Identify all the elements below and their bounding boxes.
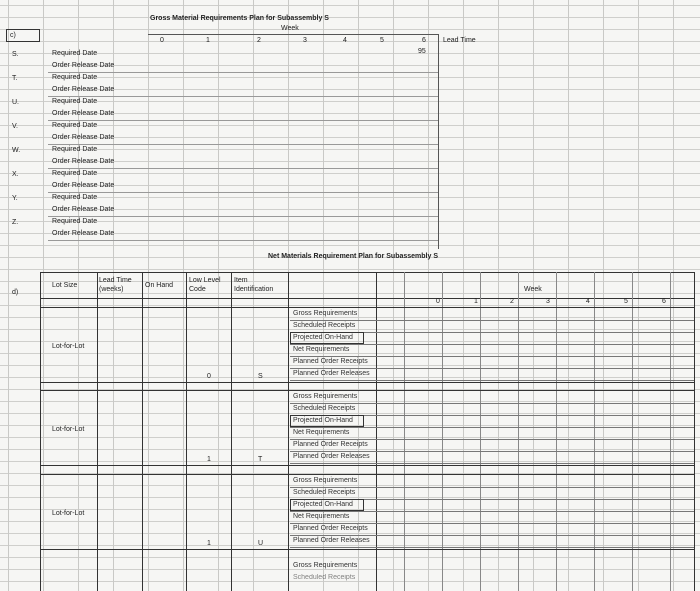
projected-on-hand-box[interactable] <box>290 332 364 344</box>
header-lot-size: Lot Size <box>52 282 78 289</box>
net-row-line <box>290 320 694 321</box>
net-row-line <box>290 439 694 440</box>
gross-order-release-date: Order Release Date <box>52 182 115 189</box>
part-c-cell[interactable] <box>6 29 40 42</box>
net-row-label: Projected On-Hand <box>293 334 353 341</box>
gross-order-release-date: Order Release Date <box>52 86 115 93</box>
gross-row-divider <box>48 240 438 241</box>
gross-divider <box>438 34 439 249</box>
net-block-low-level: 1 <box>207 540 211 547</box>
header-lead-time-weeks: (weeks) <box>99 286 124 293</box>
net-block-item: T <box>258 456 263 463</box>
net-column-line <box>40 272 41 591</box>
net-block-item: S <box>258 373 263 380</box>
net-row-line <box>290 368 694 369</box>
header-on-hand: On Hand <box>145 282 174 289</box>
gross-required-date: Required Date <box>52 146 98 153</box>
net-row-label: Scheduled Receipts <box>293 405 356 412</box>
net-row-label: Net Requirements <box>293 513 350 520</box>
gross-order-release-date: Order Release Date <box>52 230 115 237</box>
gross-row-divider <box>48 216 438 217</box>
gross-week-1: 1 <box>206 37 210 44</box>
net-week-2: 2 <box>510 298 514 305</box>
gross-required-date: Required Date <box>52 170 98 177</box>
net-row-label: Gross Requirements <box>293 477 358 484</box>
gross-order-release-date: Order Release Date <box>52 206 115 213</box>
projected-on-hand-box[interactable] <box>290 415 364 427</box>
net-row-line <box>290 356 694 357</box>
net-row-line <box>290 523 694 524</box>
gross-order-release-date: Order Release Date <box>52 158 115 165</box>
net-week-5: 5 <box>624 298 628 305</box>
gross-week-3: 3 <box>303 37 307 44</box>
gross-week-2: 2 <box>257 37 261 44</box>
net-row-label: Scheduled Receipts <box>293 489 356 496</box>
gross-required-date: Required Date <box>52 74 98 81</box>
net-block-top <box>40 307 694 308</box>
net-row-label: Projected On-Hand <box>293 417 353 424</box>
net-row-line <box>290 380 694 381</box>
partial-scheduled-receipts: Scheduled Receipts <box>293 574 356 581</box>
net-column-line <box>288 272 289 591</box>
net-row-label: Planned Order Receipts <box>293 358 368 365</box>
net-column-line <box>97 272 98 591</box>
gross-row-letter: X. <box>12 171 19 178</box>
net-block-top <box>40 474 694 475</box>
gross-row-letter: Y. <box>12 195 18 202</box>
net-row-label: Planned Order Receipts <box>293 441 368 448</box>
net-row-label: Gross Requirements <box>293 310 358 317</box>
net-block-lot-size: Lot-for-Lot <box>52 343 85 350</box>
gross-required-date: Required Date <box>52 98 98 105</box>
net-week-6: 6 <box>662 298 666 305</box>
part-d-label: d) <box>12 289 19 296</box>
gross-row-letter: Z. <box>12 219 19 226</box>
gross-row-letter: T. <box>12 75 18 82</box>
net-row-label: Planned Order Releases <box>293 453 370 460</box>
net-column-line <box>142 272 143 591</box>
net-row-label: Planned Order Receipts <box>293 525 368 532</box>
net-column-line <box>231 272 232 591</box>
net-block-low-level: 1 <box>207 456 211 463</box>
gross-row-divider <box>48 96 438 97</box>
net-row-label: Projected On-Hand <box>293 501 353 508</box>
net-row-line <box>290 427 694 428</box>
net-block-lot-size: Lot-for-Lot <box>52 510 85 517</box>
net-week-3: 3 <box>546 298 550 305</box>
gross-order-release-date: Order Release Date <box>52 62 115 69</box>
net-week-0: 0 <box>436 298 440 305</box>
net-column-line <box>186 272 187 591</box>
gross-row-letter: V. <box>12 123 18 130</box>
header-low-level: Low Level <box>189 277 221 284</box>
net-block-low-level: 0 <box>207 373 211 380</box>
gross-row-letter: S. <box>12 51 19 58</box>
gross-row-divider <box>48 168 438 169</box>
header-lead-time: Lead Time <box>99 277 132 284</box>
gross-week-5: 5 <box>380 37 384 44</box>
net-plan-title: Net Materials Requirement Plan for Subassembly S <box>268 253 438 260</box>
header-item: Item <box>234 277 248 284</box>
net-header-top <box>40 272 694 273</box>
gross-week-6: 6 <box>422 37 426 44</box>
net-row-line <box>290 451 694 452</box>
gross-lead-time: Lead Time <box>443 37 476 44</box>
gross-order-release-date: Order Release Date <box>52 134 115 141</box>
net-row-label: Gross Requirements <box>293 393 358 400</box>
part-c-label: c) <box>10 32 16 39</box>
net-block-lot-size: Lot-for-Lot <box>52 426 85 433</box>
gross-required-date: Required Date <box>52 218 98 225</box>
net-week-4: 4 <box>586 298 590 305</box>
net-row-line <box>290 403 694 404</box>
net-header-bottom <box>40 298 694 299</box>
gross-row-divider <box>48 192 438 193</box>
gross-plan-title: Gross Material Requirements Plan for Subassembly S <box>150 15 329 22</box>
net-row-label: Net Requirements <box>293 346 350 353</box>
projected-on-hand-box[interactable] <box>290 499 364 511</box>
net-row-line <box>290 535 694 536</box>
net-week-1: 1 <box>474 298 478 305</box>
net-row-line <box>290 511 694 512</box>
net-row-label: Planned Order Releases <box>293 370 370 377</box>
header-item-identification: Identification <box>234 286 274 293</box>
gross-week-4: 4 <box>343 37 347 44</box>
gross-row-divider <box>48 144 438 145</box>
net-row-line <box>290 463 694 464</box>
net-block-top <box>40 390 694 391</box>
net-block-bottom <box>40 549 694 550</box>
gross-week-0: 0 <box>160 37 164 44</box>
net-row-label: Net Requirements <box>293 429 350 436</box>
net-block-bottom <box>40 382 694 383</box>
gross-row-letter: W. <box>12 147 21 154</box>
net-column-line <box>694 272 695 591</box>
gross-week-label: Week <box>281 25 299 32</box>
gross-required-date: Required Date <box>52 194 98 201</box>
header-week: Week <box>524 286 542 293</box>
net-row-line <box>290 344 694 345</box>
gross-required-date: Required Date <box>52 50 98 57</box>
net-block-item: U <box>258 540 264 547</box>
gross-row-divider <box>48 120 438 121</box>
gross-required-date: Required Date <box>52 122 98 129</box>
partial-gross-requirements: Gross Requirements <box>293 562 358 569</box>
gross-order-release-date: Order Release Date <box>52 110 115 117</box>
net-row-line <box>290 547 694 548</box>
gross-week-underline <box>148 34 438 35</box>
gross-row-divider <box>48 72 438 73</box>
net-block-bottom <box>40 465 694 466</box>
gross-row-letter: U. <box>12 99 19 106</box>
gross-week6-value: 95 <box>418 48 426 55</box>
net-row-line <box>290 487 694 488</box>
header-low-level-code: Code <box>189 286 206 293</box>
net-row-label: Planned Order Releases <box>293 537 370 544</box>
net-row-label: Scheduled Receipts <box>293 322 356 329</box>
